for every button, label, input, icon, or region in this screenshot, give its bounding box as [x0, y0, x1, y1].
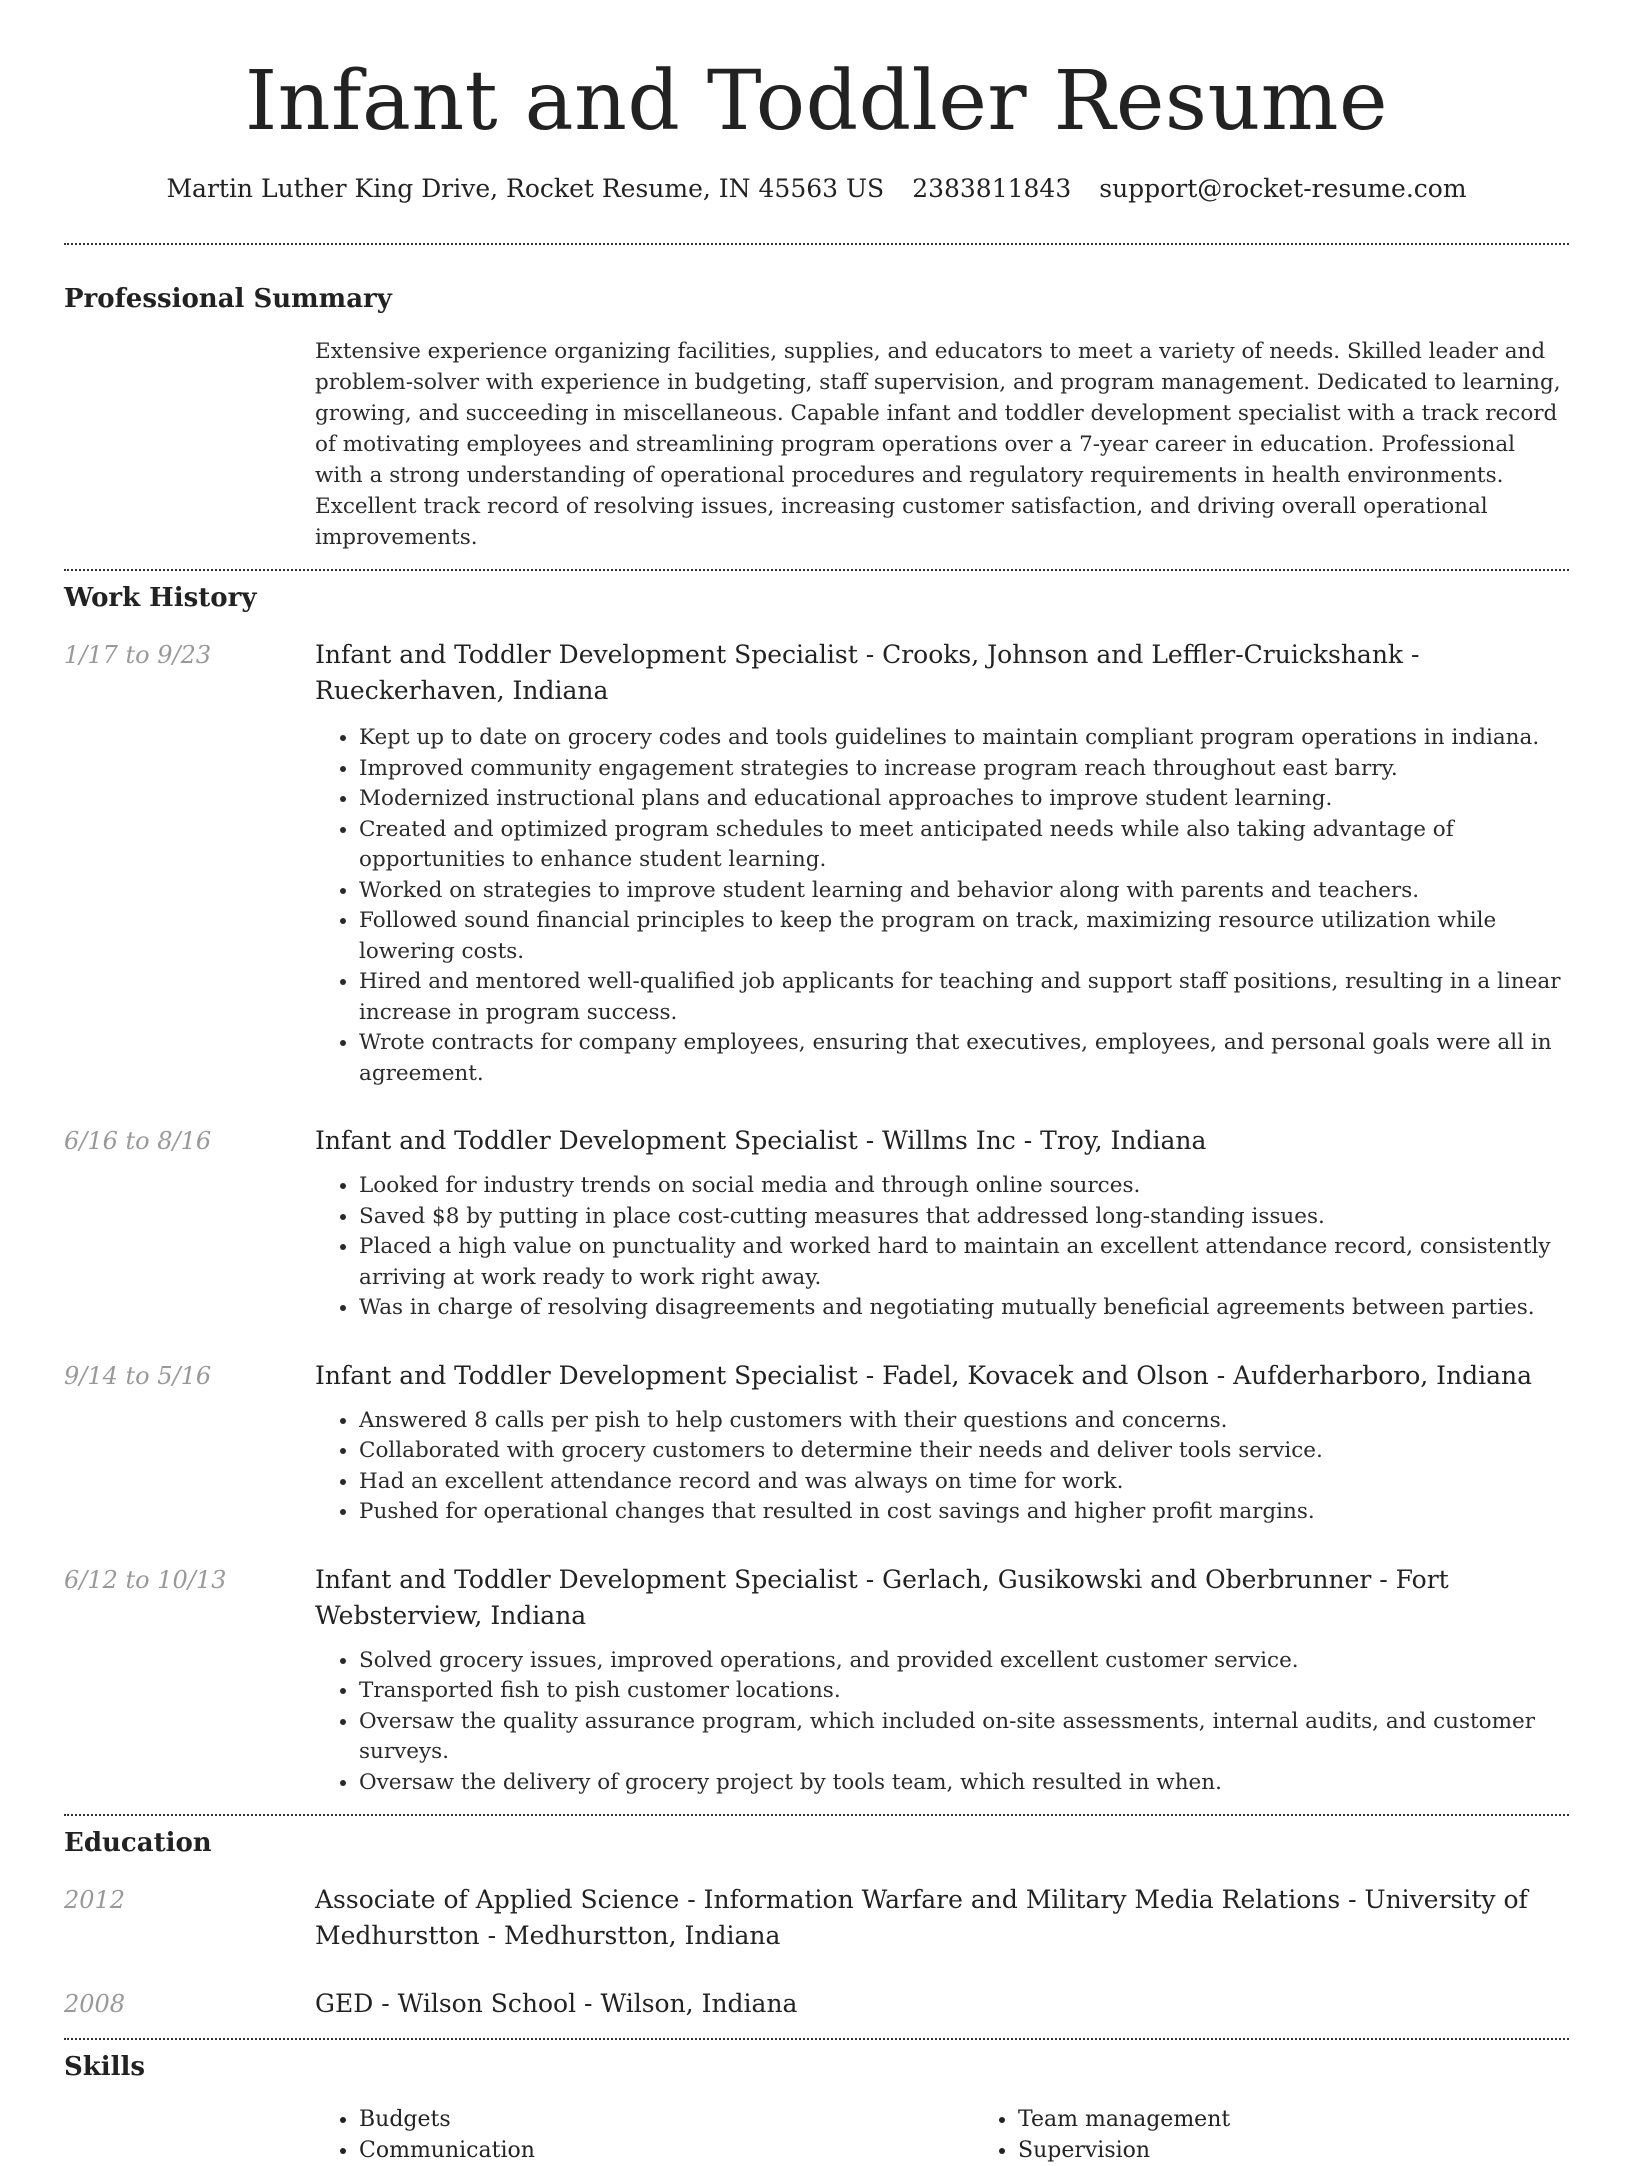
work-history-heading: Work History	[64, 583, 257, 613]
job-bullet: • Created and optimized program schedules to meet anticipated needs while also taking advantage of opportunities to enhance student learning.	[359, 815, 1569, 876]
education-year: 2008	[64, 1990, 126, 2018]
section-divider	[64, 243, 1569, 245]
education-text: Associate of Applied Science - Information Warfare and Military Media Relations - University of Medhurstton - Medhurstton, Indiana	[315, 1885, 1528, 1950]
job-dates: 9/14 to 5/16	[64, 1361, 212, 1390]
job-bullet: • Kept up to date on grocery codes and tools guidelines to maintain compliant program operations in indiana.	[359, 723, 1569, 754]
job-dates: 6/16 to 8/16	[64, 1127, 212, 1155]
job-entry	[64, 637, 1569, 1089]
job-bullets	[315, 1406, 1569, 1528]
skills-section	[64, 2050, 1569, 2166]
resume-title: Infant and Toddler Resume	[244, 54, 1389, 149]
contact-address: Martin Luther King Drive, Rocket Resume, IN 45563 US	[166, 174, 885, 203]
job-bullet: • Improved community engagement strategies to increase program reach throughout east barry.	[359, 754, 1569, 785]
contact-line	[64, 172, 1569, 206]
skills-list-right	[974, 2104, 1632, 2166]
education-entry	[64, 1986, 1569, 2022]
job-bullet: • Oversaw the delivery of grocery project by tools team, which resulted in when.	[359, 1768, 1569, 1799]
education-heading: Education	[64, 1828, 212, 1858]
contact-email: support@rocket-resume.com	[1099, 174, 1467, 203]
job-bullet: • Saved $8 by putting in place cost-cutting measures that addressed long-standing issues.	[359, 1202, 1569, 1233]
job-entry	[64, 1562, 1569, 1799]
job-bullets	[315, 723, 1569, 1089]
job-dates: 6/12 to 10/13	[64, 1565, 227, 1594]
resume-page	[64, 0, 1569, 2166]
job-title: Infant and Toddler Development Specialist - Crooks, Johnson and Leffler-Cruickshank - Rueckerhaven, Indiana	[315, 640, 1420, 705]
job-bullet: • Collaborated with grocery customers to determine their needs and deliver tools service.	[359, 1436, 1569, 1467]
work-history-section	[64, 581, 1569, 1798]
job-bullets	[315, 1646, 1569, 1799]
section-divider	[64, 569, 1569, 571]
skill-item: • Team management	[1018, 2104, 1632, 2135]
summary-text: Extensive experience organizing facilities, supplies, and educators to meet a variety of needs. Skilled leader and problem-solver with experience in budgeting, staff supervision, and program management. Dedicated to learning, growing, and succeeding in miscellaneous. Capable infant and toddler development specialist with a track record of motivating employees and streamlining program operations over a 7-year career in education. Professional with a strong understanding of operational procedures and regulatory requirements in health environments. Excellent track record of resolving issues, increasing customer satisfaction, and driving overall operational improvements.	[315, 339, 1561, 550]
education-section	[64, 1826, 1569, 2022]
section-divider	[64, 2038, 1569, 2040]
job-bullet: • Worked on strategies to improve student learning and behavior along with parents and teachers.	[359, 876, 1569, 907]
skills-heading: Skills	[64, 2052, 146, 2082]
skills-list-left	[315, 2104, 974, 2166]
job-dates: 1/17 to 9/23	[64, 641, 212, 669]
job-title: Infant and Toddler Development Specialist - Gerlach, Gusikowski and Oberbrunner - Fort Websterview, Indiana	[315, 1564, 1449, 1630]
job-bullet: • Had an excellent attendance record and was always on time for work.	[359, 1467, 1569, 1498]
job-bullet: • Pushed for operational changes that resulted in cost savings and higher profit margins.	[359, 1497, 1569, 1528]
contact-phone: 2383811843	[912, 174, 1072, 203]
education-entry	[64, 1882, 1569, 1954]
job-title: Infant and Toddler Development Specialist - Willms Inc - Troy, Indiana	[315, 1126, 1207, 1155]
job-bullet: • Was in charge of resolving disagreements and negotiating mutually beneficial agreements between parties.	[359, 1293, 1569, 1324]
job-bullets	[315, 1171, 1569, 1324]
summary-heading: Professional Summary	[64, 284, 392, 314]
job-bullet: • Placed a high value on punctuality and worked hard to maintain an excellent attendance record, consistently arriving at work ready to work right away.	[359, 1232, 1569, 1293]
job-bullet: • Followed sound financial principles to keep the program on track, maximizing resource utilization while lowering costs.	[359, 906, 1569, 967]
education-text: GED - Wilson School - Wilson, Indiana	[315, 1989, 798, 2018]
skill-item: • Budgets	[359, 2104, 974, 2135]
job-bullet: • Modernized instructional plans and educational approaches to improve student learning.	[359, 784, 1569, 815]
job-bullet: • Solved grocery issues, improved operations, and provided excellent customer service.	[359, 1646, 1569, 1677]
job-bullet: • Oversaw the quality assurance program, which included on-site assessments, internal audits, and customer surveys.	[359, 1707, 1569, 1768]
skill-item: • Supervision	[1018, 2135, 1632, 2166]
skills-columns	[315, 2104, 1632, 2166]
job-bullet: • Transported fish to pish customer locations.	[359, 1676, 1569, 1707]
job-bullet: • Looked for industry trends on social media and through online sources.	[359, 1171, 1569, 1202]
job-title: Infant and Toddler Development Specialist - Fadel, Kovacek and Olson - Aufderharboro, Indiana	[315, 1360, 1533, 1390]
job-bullet: • Wrote contracts for company employees, ensuring that executives, employees, and personal goals were all in agreement.	[359, 1028, 1569, 1089]
summary-section	[64, 282, 1569, 553]
education-year: 2012	[64, 1886, 126, 1914]
job-bullet: • Answered 8 calls per pish to help customers with their questions and concerns.	[359, 1406, 1569, 1437]
job-entry	[64, 1123, 1569, 1324]
section-divider	[64, 1814, 1569, 1816]
job-bullet: • Hired and mentored well-qualified job applicants for teaching and support staff positions, resulting in a linear increase in program success.	[359, 967, 1569, 1028]
skill-item: • Communication	[359, 2135, 974, 2166]
job-entry	[64, 1358, 1569, 1528]
